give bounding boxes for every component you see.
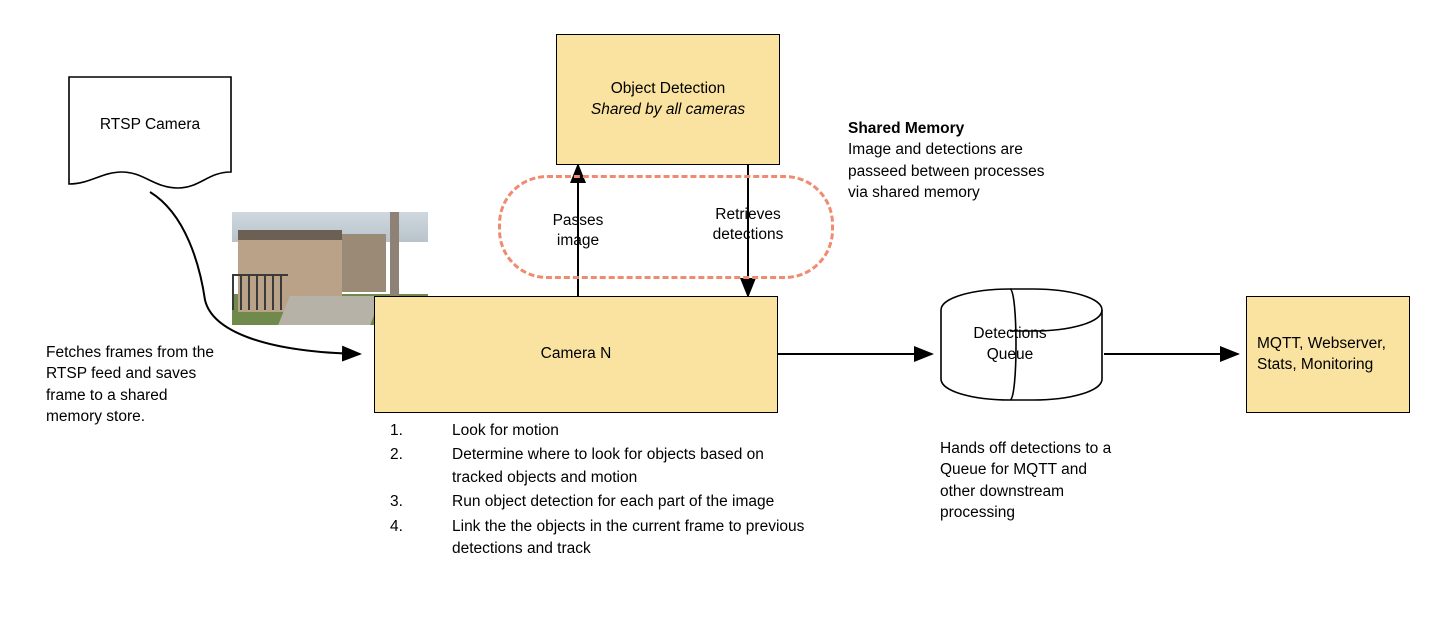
step-text: Link the the objects in the current frame to previous detections and track [452,517,805,558]
retrieves-detections-line2: detections [712,226,784,244]
snapshot-fence [232,274,288,310]
edge-label-retrieves-detections [688,205,808,246]
list-item [390,420,810,442]
edge-label-passes-image [528,211,628,252]
object-detection-subtitle: Shared by all cameras [590,100,746,118]
retrieves-detections-line1: Retrieves [715,206,781,223]
step-text: Determine where to look for objects based on tracked objects and motion [452,446,764,486]
step-number: 1. [390,422,403,439]
detections-queue-label [940,324,1080,366]
node-camera-n [374,296,778,413]
list-item [390,444,810,489]
passes-image-line2: image [556,232,600,250]
shared-memory-body: Image and detections are passeed between processes via shared memory [848,141,1045,202]
annotation-queue-note: Hands off detections to a Queue for MQTT and other downstream processing [940,440,1112,522]
snapshot-house-second [342,234,386,292]
step-number: 3. [390,493,403,511]
list-item [390,516,810,561]
annotation-fetches-frames: Fetches frames from the RTSP feed and saves frame to a shared memory store. [46,344,214,426]
detections-queue-line1: Detections [973,325,1047,342]
consumers-line1: MQTT, Webserver, [1257,334,1386,352]
consumers-line2: Stats, Monitoring [1257,355,1374,373]
annotation-shared-memory [848,118,1058,204]
node-rtsp-camera [68,76,232,191]
object-detection-title: Object Detection [610,79,726,97]
shared-memory-title: Shared Memory [848,120,965,137]
snapshot-walkway [278,296,382,325]
camera-n-label: Camera N [540,345,612,363]
camera-steps-list [372,420,810,563]
step-number: 4. [390,517,403,535]
node-detections-queue [940,288,1103,401]
list-item [390,491,810,513]
detections-queue-line2: Queue [986,345,1034,363]
node-consumers [1246,296,1410,413]
step-text: Run object detection for each part of the image [452,493,775,511]
rtsp-camera-label: RTSP Camera [99,116,201,133]
passes-image-line1: Passes [552,212,604,229]
node-object-detection [556,34,780,165]
step-text: Look for motion [452,422,559,439]
step-number: 2. [390,446,403,464]
